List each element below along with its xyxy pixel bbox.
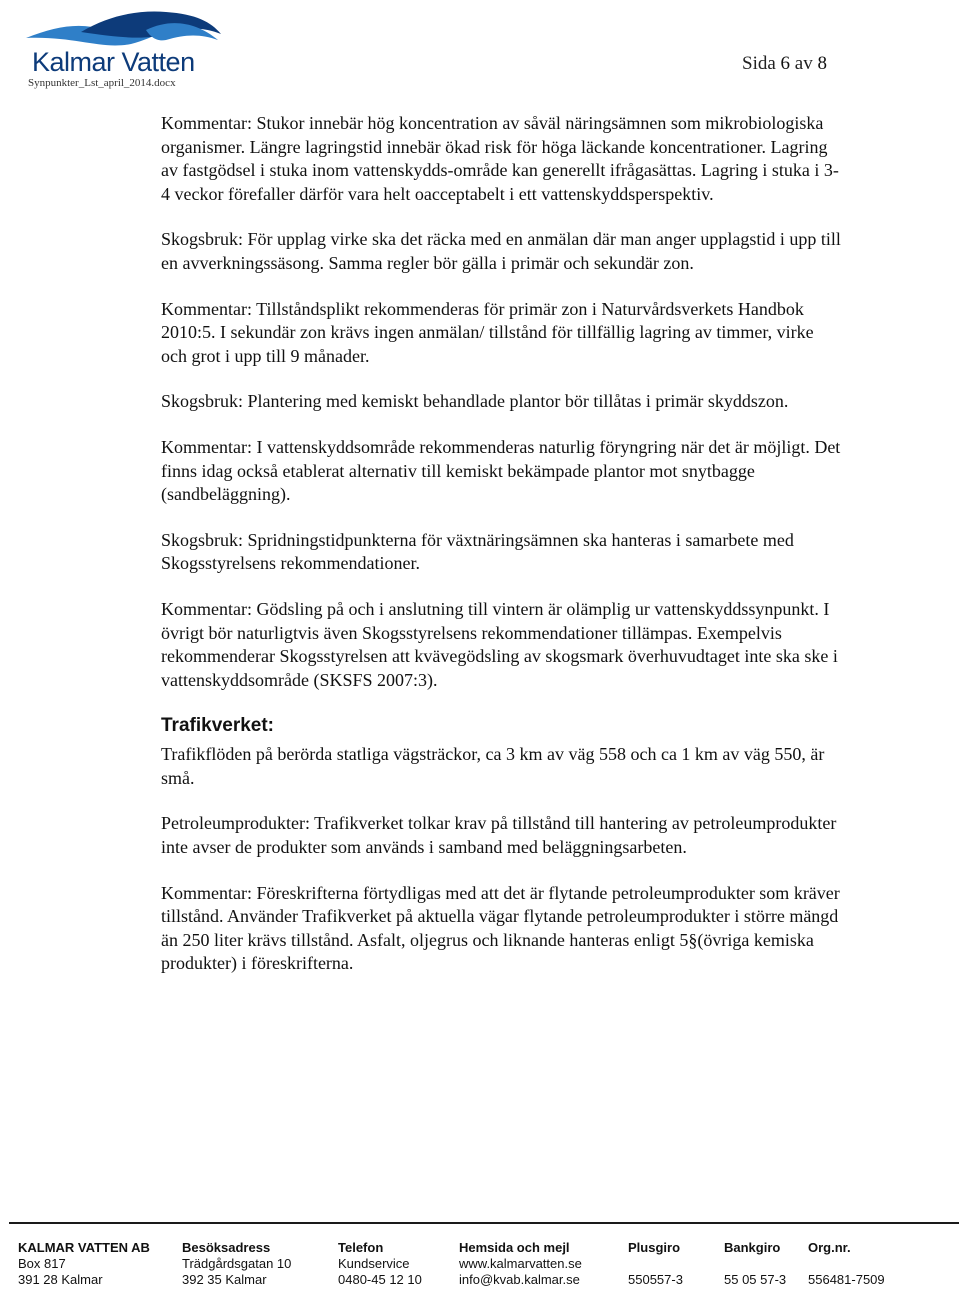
body-paragraph: Skogsbruk: Plantering med kemiskt behandlade plantor bör tillåtas i primär skyddszon. (161, 391, 789, 412)
footer-heading: Org.nr. (808, 1240, 851, 1255)
footer-heading: Besöksadress (182, 1240, 271, 1255)
body-paragraph: Kommentar: Gödsling på och i anslutning till vintern är olämplig ur vattenskyddssynpunkt. I övrigt bör naturligtvis även Skogsstyrelsens rekommendationer tillämpas. Exempelvis rekommenderar Skogsstyrelsen att kvävegödsling av skogsmark överhuvudtaget inte ska ske i vattenskyddsområde (SKSFS 2007:3). (161, 598, 838, 690)
section-heading: Trafikverket: (161, 715, 275, 737)
footer-visit-address (182, 1240, 291, 1288)
footer-divider (9, 1222, 959, 1224)
footer-website-link[interactable]: www.kalmarvatten.se (459, 1256, 582, 1271)
body-paragraph: Kommentar: I vattenskyddsområde rekommenderas naturlig föryngring när det är möjligt. Det finns idag också etablerat alternativ till kemiskt bekämpade plantor mot snytbagge (sandbeläggning). (161, 436, 841, 505)
footer-bankgiro (724, 1240, 786, 1288)
footer-line: 391 28 Kalmar (18, 1272, 103, 1287)
footer-company (18, 1240, 150, 1288)
footer-line: 392 35 Kalmar (182, 1272, 267, 1287)
wave-logo-icon (26, 4, 226, 52)
footer-line (628, 1256, 683, 1272)
footer-orgnr (808, 1240, 885, 1288)
body-paragraph: Skogsbruk: För upplag virke ska det räcka med en anmälan där man anger upplagstid i upp till en avverkningssäsong. Samma regler bör gälla i primär och sekundär zon. (161, 229, 841, 273)
footer-heading: Bankgiro (724, 1240, 781, 1255)
footer-heading: KALMAR VATTEN AB (18, 1240, 150, 1255)
logo-wordmark: Kalmar Vatten (32, 47, 195, 77)
footer-line: 55 05 57-3 (724, 1272, 787, 1287)
body-paragraph: Skogsbruk: Spridningstidpunkterna för växtnäringsämnen ska hanteras i samarbete med Skogsstyrelsens rekommendationer. (161, 529, 794, 574)
footer-web-mail (459, 1240, 582, 1288)
footer-line: Kundservice (338, 1256, 410, 1271)
footer-line (724, 1256, 786, 1272)
footer-line: 550557-3 (628, 1272, 683, 1287)
footer-email-link[interactable]: info@kvab.kalmar.se (459, 1272, 580, 1287)
document-body (161, 112, 841, 998)
footer-line: 0480-45 12 10 (338, 1272, 422, 1287)
footer-heading: Telefon (338, 1240, 384, 1255)
body-paragraph: Kommentar: Tillståndsplikt rekommenderas för primär zon i Naturvårdsverkets Handbok 2010:5. I sekundär zon krävs ingen anmälan/ tillstånd för tillfällig lagring av timmer, virke och grot i upp till 9 månader. (161, 298, 814, 366)
footer-plusgiro (628, 1240, 683, 1288)
footer-line (808, 1256, 885, 1272)
document-filename: Synpunkter_Lst_april_2014.docx (28, 77, 176, 89)
footer-line: 556481-7509 (808, 1272, 885, 1287)
body-paragraph: Kommentar: Stukor innebär hög koncentration av såväl näringsämnen som mikrobiologiska organismer. Längre lagringstid innebär ökad risk för höga läckande koncentrationer. Lagring av fastgödsel i stuka inom vattenskydds-område kan generellt ifrågasättas. Lagring i stuka i 3-4 veckor förefaller därför vara helt oacceptabelt i ett vattenskyddsperspektiv. (161, 113, 839, 204)
section-paragraph: Petroleumprodukter: Trafikverket tolkar krav på tillstånd till hantering av petroleumprodukter inte avser de produkter som används i samband med beläggningsarbeten. (161, 813, 837, 858)
section-paragraph: Trafikflöden på berörda statliga vägsträckor, ca 3 km av väg 558 och ca 1 km av väg 550, är små. (161, 744, 825, 788)
footer-heading: Hemsida och mejl (459, 1240, 570, 1255)
page-separator: av (794, 53, 813, 74)
page-indicator (742, 53, 827, 75)
footer-heading: Plusgiro (628, 1240, 681, 1255)
page-label: Sida (742, 53, 776, 74)
footer-phone (338, 1240, 422, 1288)
section-paragraph: Kommentar: Föreskrifterna förtydligas med att det är flytande petroleumprodukter som kräver tillstånd. Använder Trafikverket på aktuella vägar flytande petroleumprodukter i större mängd än 250 liter krävs tillstånd. Asfalt, oljegrus och liknande hanteras enligt 5§(övriga kemiska produkter) i föreskrifterna. (161, 882, 840, 974)
page-total: 8 (817, 53, 827, 74)
page-current: 6 (780, 53, 791, 74)
footer-line: Trädgårdsgatan 10 (182, 1256, 292, 1271)
footer-line: Box 817 (18, 1256, 66, 1271)
